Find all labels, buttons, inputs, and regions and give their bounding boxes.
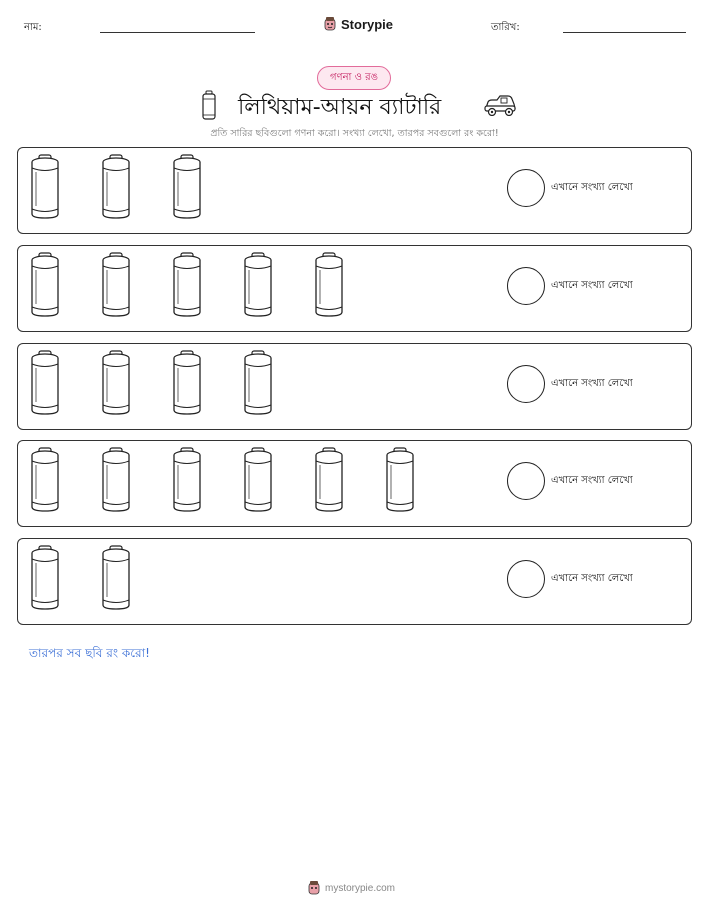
battery-icon[interactable] (30, 545, 60, 611)
brand-name: Storypie (341, 16, 394, 32)
storypie-logo-icon (307, 880, 321, 896)
brand (323, 14, 393, 34)
battery-icon[interactable] (172, 252, 202, 318)
counting-row (17, 440, 692, 527)
battery-icon[interactable] (101, 350, 131, 416)
battery-icon[interactable] (101, 545, 131, 611)
answer-circle[interactable] (507, 169, 545, 207)
counting-row (17, 147, 692, 234)
date-label: তারিখ: (491, 22, 520, 33)
battery-icon[interactable] (30, 154, 60, 220)
answer-circle[interactable] (507, 365, 545, 403)
battery-icon[interactable] (172, 350, 202, 416)
battery-icon[interactable] (101, 447, 131, 513)
category-badge: গণনা ও রঙ (317, 66, 391, 90)
answer-circle[interactable] (507, 560, 545, 598)
battery-icon[interactable] (172, 154, 202, 220)
answer-circle[interactable] (507, 462, 545, 500)
title-row (0, 90, 709, 124)
footer-note: তারপর সব ছবি রং করো! (29, 646, 150, 660)
battery-icon[interactable] (385, 447, 415, 513)
site-url[interactable]: mystorypie.com (325, 882, 396, 894)
battery-icon[interactable] (314, 252, 344, 318)
battery-icon[interactable] (30, 350, 60, 416)
answer-label: এখানে সংখ্যা লেখো (551, 182, 633, 193)
answer-label: এখানে সংখ্যা লেখো (551, 573, 633, 584)
battery-icon[interactable] (243, 447, 273, 513)
battery-icon[interactable] (243, 252, 273, 318)
site-footer (307, 880, 395, 896)
battery-icon[interactable] (172, 447, 202, 513)
instructions: প্রতি সারির ছবিগুলো গণনা করো। সংখ্যা লেখো, তারপর সবগুলো রং করো! (210, 128, 499, 139)
battery-icon[interactable] (101, 154, 131, 220)
battery-icon[interactable] (30, 252, 60, 318)
battery-icon[interactable] (101, 252, 131, 318)
storypie-logo-icon (323, 16, 337, 32)
name-label: নাম: (24, 22, 42, 33)
counting-row (17, 538, 692, 625)
answer-circle[interactable] (507, 267, 545, 305)
car-icon (483, 94, 517, 116)
counting-row (17, 343, 692, 430)
battery-icon (202, 90, 216, 120)
answer-label: এখানে সংখ্যা লেখো (551, 475, 633, 486)
battery-icon[interactable] (314, 447, 344, 513)
worksheet-header (0, 14, 709, 44)
counting-row (17, 245, 692, 332)
answer-label: এখানে সংখ্যা লেখো (551, 280, 633, 291)
answer-label: এখানে সংখ্যা লেখো (551, 378, 633, 389)
battery-icon[interactable] (30, 447, 60, 513)
name-line[interactable] (100, 32, 255, 33)
battery-icon[interactable] (243, 350, 273, 416)
page-title: লিথিয়াম-আয়ন ব্যাটারি (238, 95, 442, 120)
date-line[interactable] (563, 32, 686, 33)
